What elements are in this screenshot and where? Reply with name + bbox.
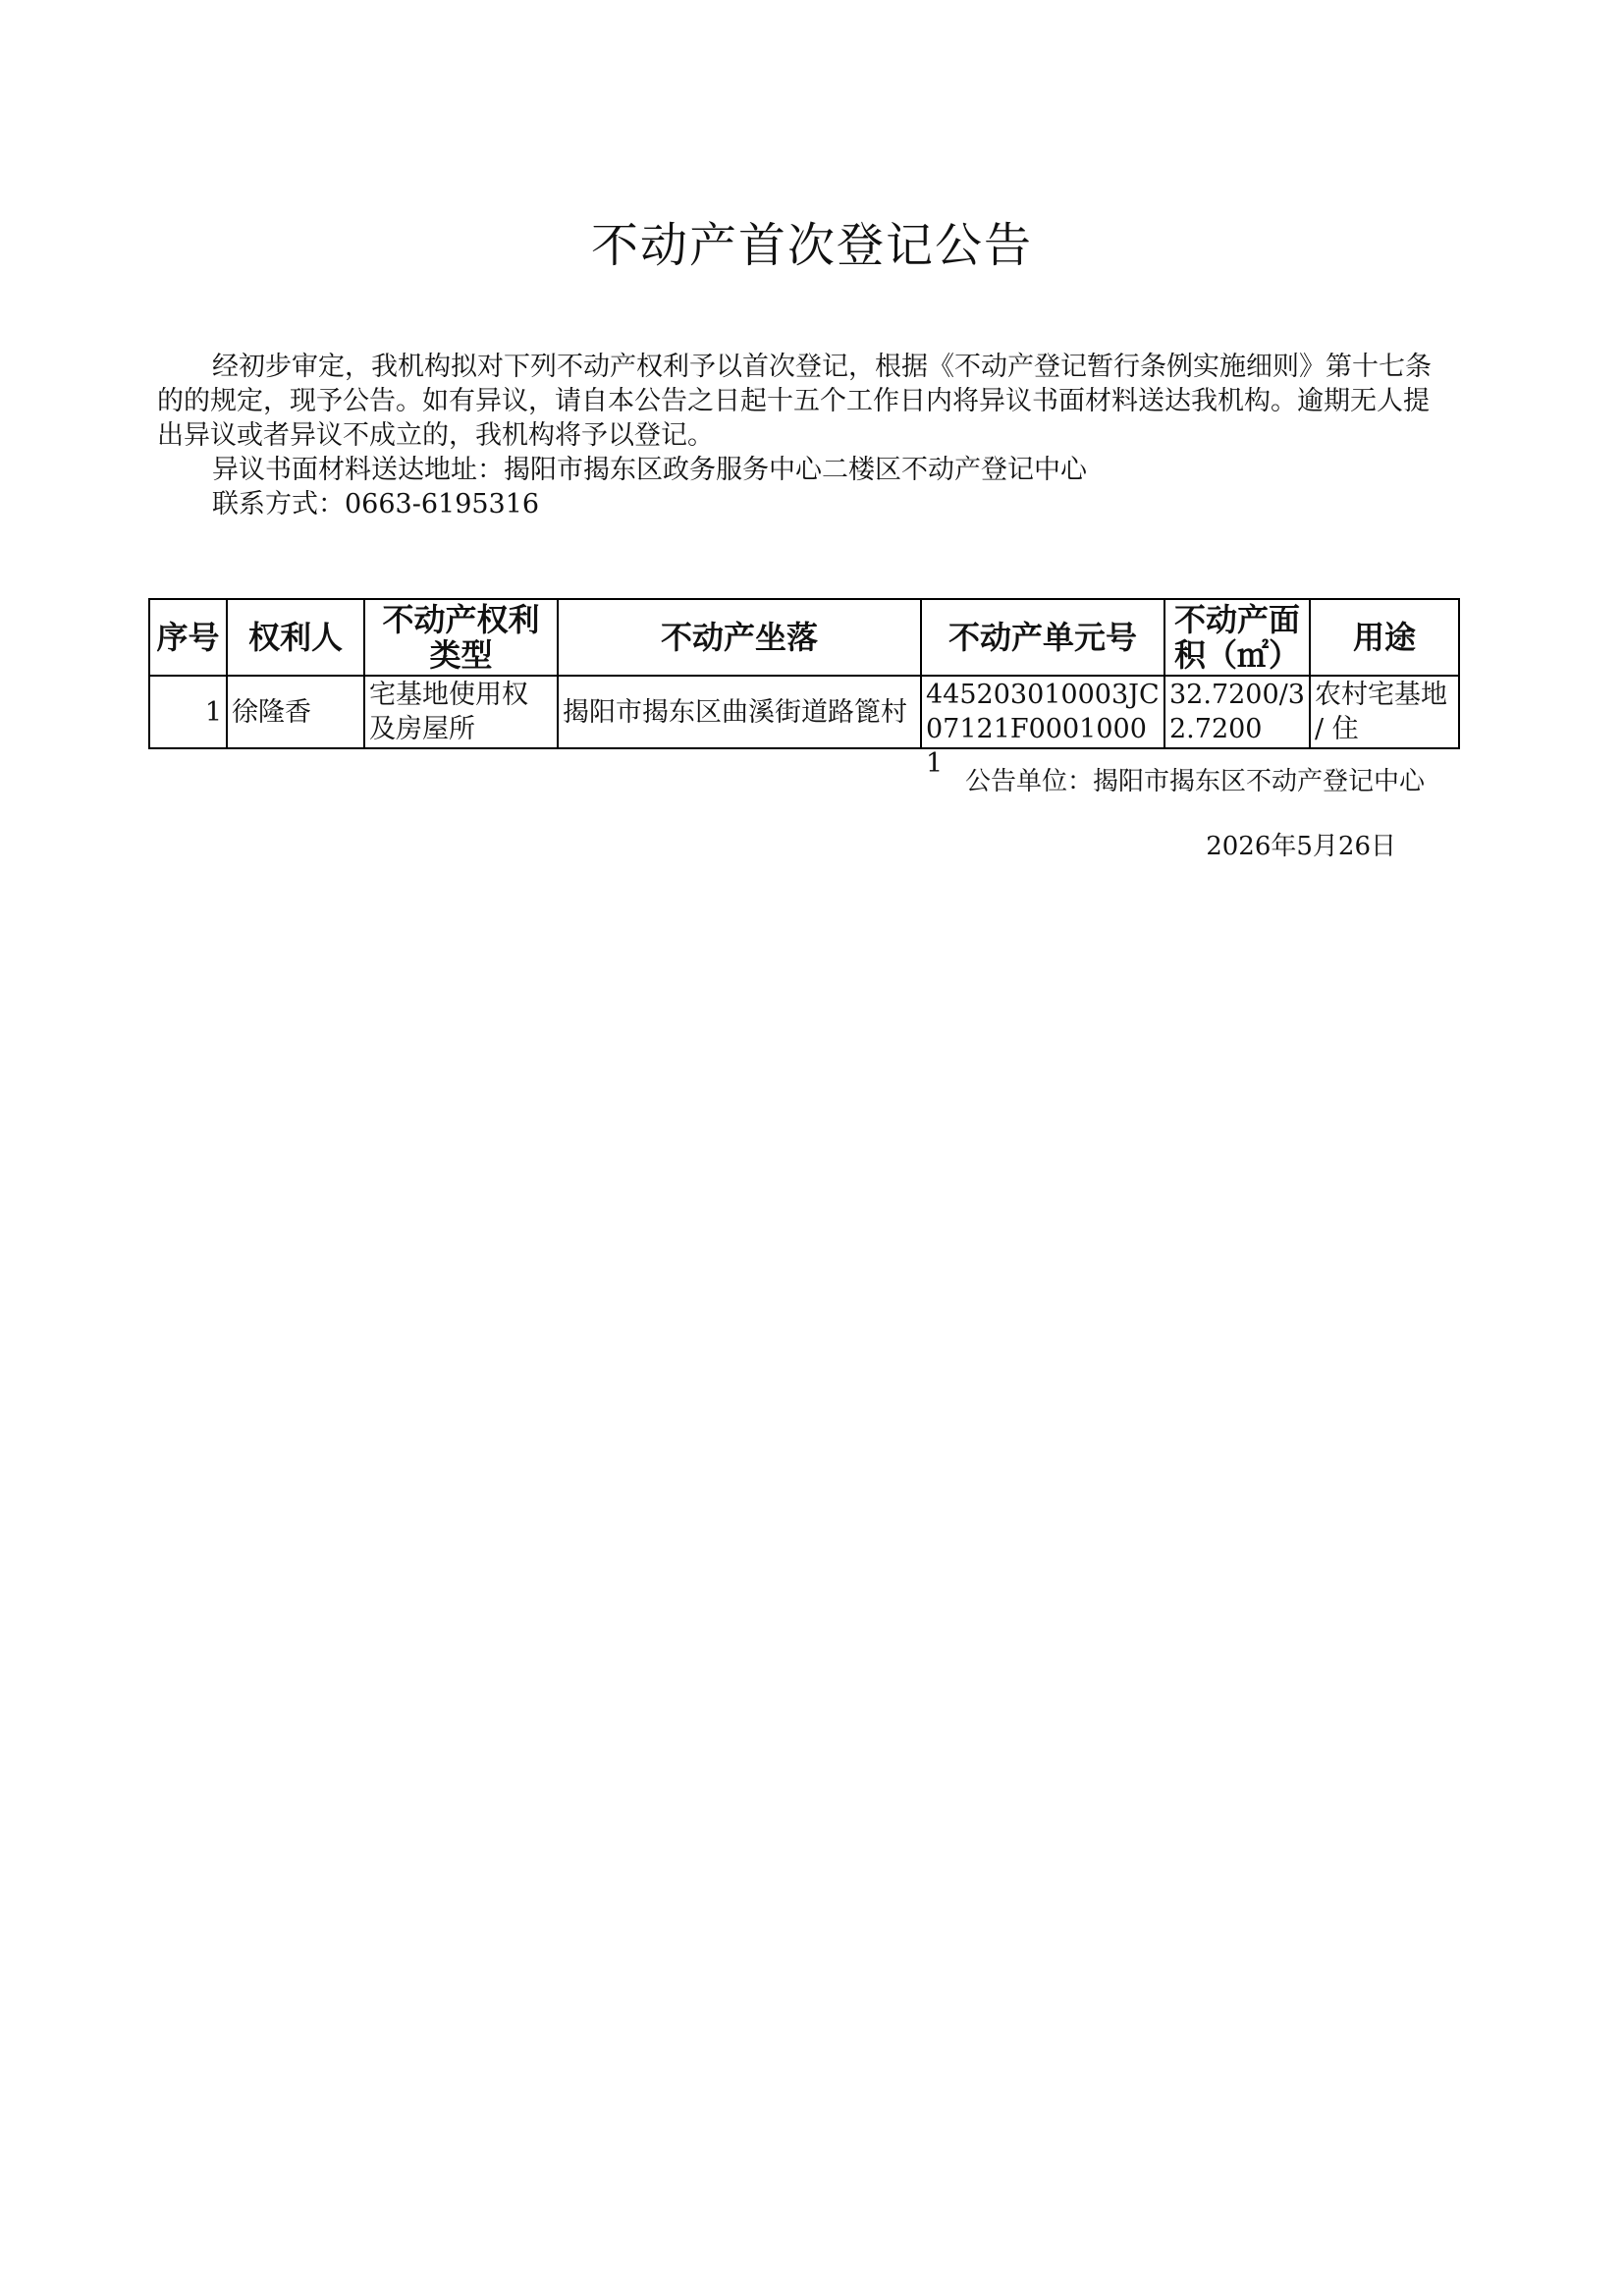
cell-right-type [364, 676, 558, 748]
cell-seq: 1 [149, 676, 227, 748]
contact-info: 联系方式：0663-6195316 [212, 489, 540, 519]
table-header-row [149, 599, 1459, 676]
cell-area-text: 32.7200/32.7200 [1169, 680, 1305, 744]
cell-area [1164, 676, 1310, 748]
objection-address: 异议书面材料送达地址：揭阳市揭东区政务服务中心二楼区不动产登记中心 [212, 455, 1087, 485]
cell-right-type-text: 宅基地使用权及房屋所 [369, 680, 528, 744]
cell-holder: 徐隆香 [227, 676, 364, 748]
cell-unit-no [921, 676, 1164, 779]
cell-usage-text: 农村宅基地 / 住 [1315, 680, 1447, 744]
issuing-unit: 公告单位：揭阳市揭东区不动产登记中心 [964, 767, 1425, 796]
header-holder: 权利人 [227, 599, 364, 676]
header-seq: 序号 [149, 599, 227, 676]
header-area: 不动产面积（㎡） [1164, 599, 1310, 676]
header-unit-no: 不动产单元号 [921, 599, 1164, 676]
header-right-type: 不动产权利类型 [364, 599, 558, 676]
cell-location [558, 676, 921, 748]
notice-title: 不动产首次登记公告 [590, 218, 1033, 273]
registration-table [148, 598, 1460, 779]
notice-date: 2026年5月26日 [1206, 832, 1396, 861]
notice-body [157, 350, 1453, 521]
cell-unit-no-text: 445203010003JC07121F00010001 [926, 680, 1160, 779]
table-row [149, 676, 1459, 748]
notice-paragraph-main: 经初步审定，我机构拟对下列不动产权利予以首次登记，根据《不动产登记暂行条例实施细则》第十七条的的规定，现予公告。如有异议，请自本公告之日起十五个工作日内将异议书面材料送达我机构。逾期无人提出异议或者异议不成立的，我机构将予以登记。 [157, 352, 1432, 451]
header-location: 不动产坐落 [558, 599, 921, 676]
cell-location-text: 揭阳市揭东区曲溪街道路篦村 [563, 696, 907, 728]
header-usage: 用途 [1310, 599, 1459, 676]
cell-usage [1310, 676, 1459, 748]
